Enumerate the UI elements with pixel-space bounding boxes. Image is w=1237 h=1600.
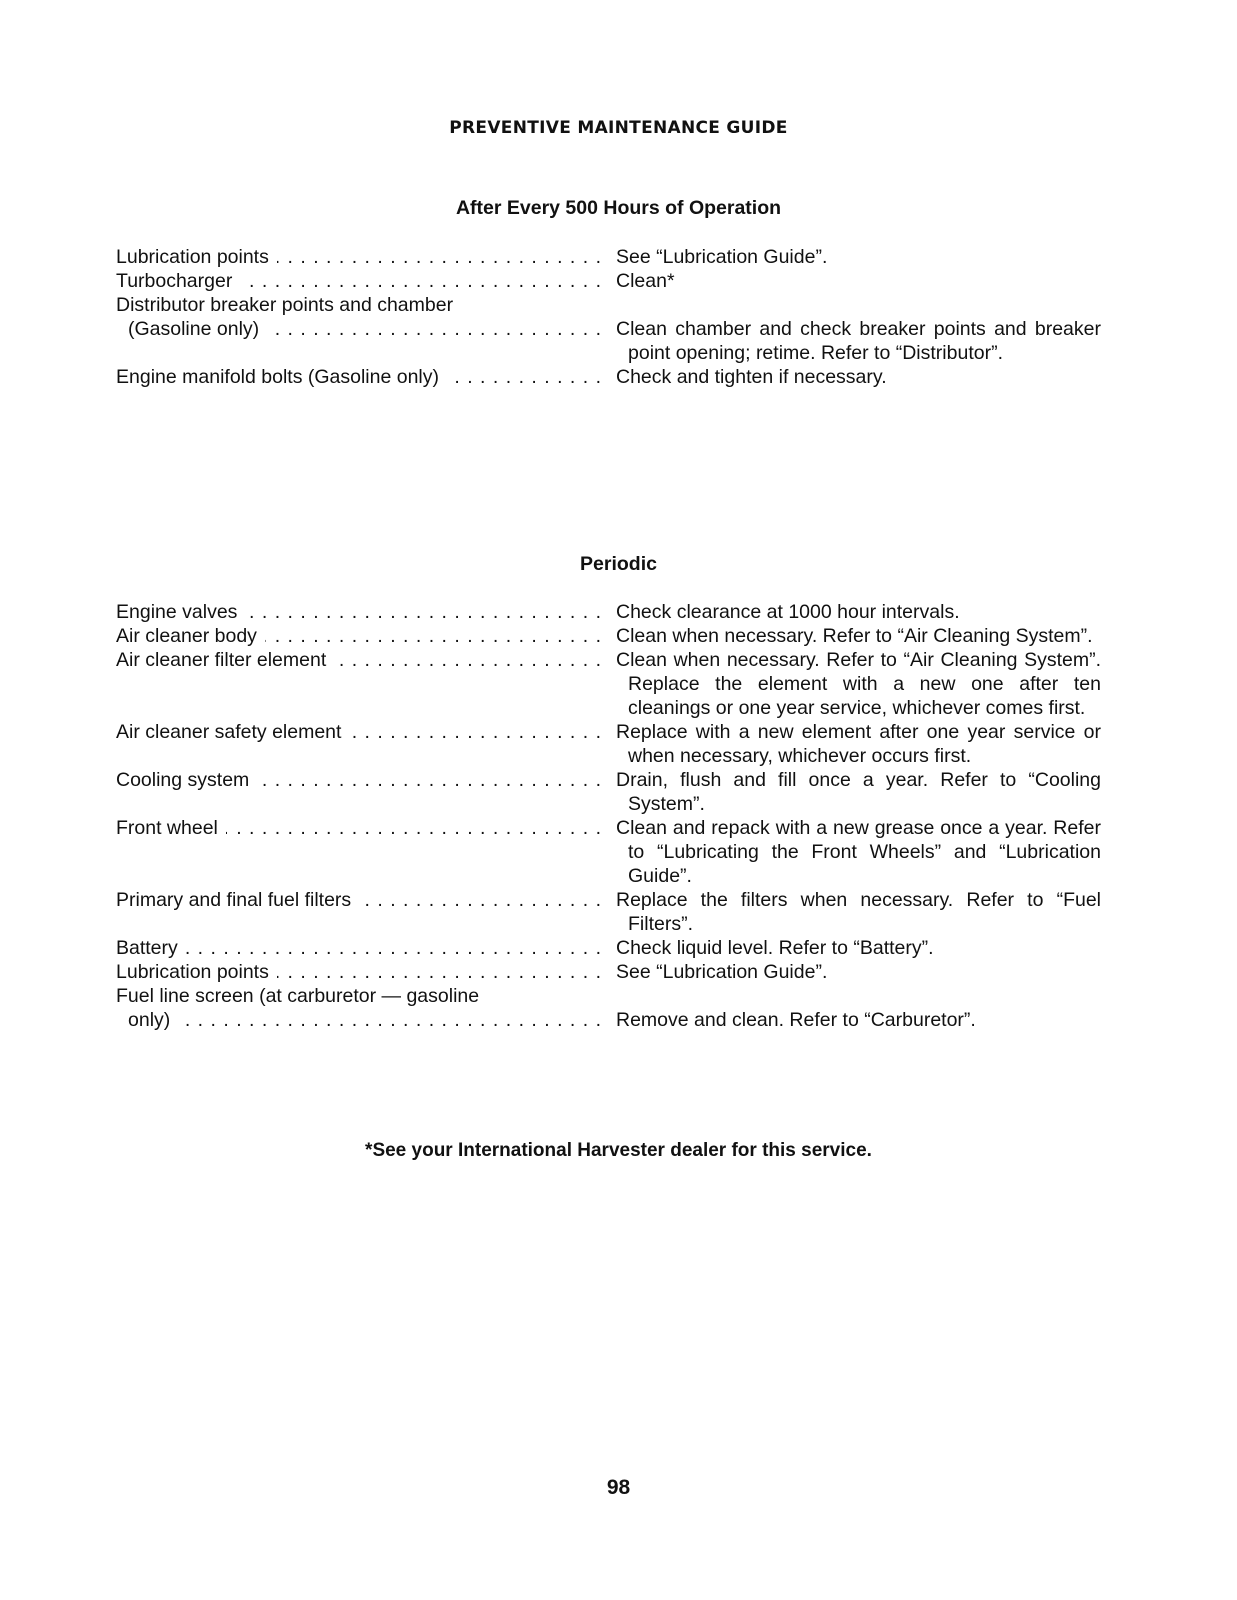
list-item [116,1008,1101,1032]
item-action: Check clearance at 1000 hour intervals. [616,601,960,623]
list-item [116,624,1101,648]
page-number: 98 [606,1476,631,1499]
list-item [116,960,1101,984]
item-label: Air cleaner body [116,625,265,647]
section-heading-500-hours: After Every 500 Hours of Operation [455,197,782,219]
item-label: Air cleaner filter element [116,649,334,671]
list-item [116,648,1101,720]
list-item [116,317,1101,365]
item-action: Check and tighten if necessary. [616,366,887,388]
item-action: See “Lubrication Guide”. [616,246,828,268]
item-action: Drain, flush and fill once a year. Refer to “Cooling System”. [616,769,1101,815]
item-label: Cooling system [116,769,257,791]
item-action: Replace with a new element after one year service or when necessary, whichever occurs first. [616,721,1101,767]
list-item [116,600,1101,624]
list-item [116,984,1101,1008]
item-label: Air cleaner safety element [116,721,349,743]
item-action: Replace the filters when necessary. Refer to “Fuel Filters”. [616,889,1101,935]
item-label: Turbocharger [116,270,240,292]
item-label: only) [116,1009,178,1031]
item-action: See “Lubrication Guide”. [616,961,828,983]
list-item [116,720,1101,768]
footnote: *See your International Harvester dealer for this service. [365,1140,872,1161]
list-item [116,269,1101,293]
section-500-hours-list [116,245,1101,389]
item-action: Clean and repack with a new grease once a year. Refer to “Lubricating the Front Wheels” and “Lubrication Guide”. [616,817,1101,887]
section-periodic-list [116,600,1101,1032]
item-label: Lubrication points [116,246,277,268]
item-label: Fuel line screen (at carburetor — gasoline [116,985,487,1007]
item-action: Clean* [616,270,675,292]
item-action: Clean when necessary. Refer to “Air Cleaning System”. [616,625,1093,647]
item-action: Check liquid level. Refer to “Battery”. [616,937,934,959]
item-label: Battery [116,937,186,959]
item-action: Clean chamber and check breaker points and breaker point opening; retime. Refer to “Distributor”. [616,318,1101,364]
list-item [116,888,1101,936]
item-action: Clean when necessary. Refer to “Air Cleaning System”. Replace the element with a new one after ten cleanings or one year service, whichever comes first. [616,649,1101,719]
item-label: Lubrication points [116,961,277,983]
list-item [116,293,1101,317]
item-label: (Gasoline only) [116,318,267,340]
list-item [116,816,1101,888]
item-action: Remove and clean. Refer to “Carburetor”. [616,1009,976,1031]
item-label: Engine manifold bolts (Gasoline only) [116,366,447,388]
item-label: Primary and final fuel filters [116,889,359,911]
list-item [116,768,1101,816]
list-item [116,365,1101,389]
item-label: Engine valves [116,601,245,623]
item-label: Front wheel [116,817,226,839]
list-item [116,245,1101,269]
page-title: PREVENTIVE MAINTENANCE GUIDE [449,118,788,138]
list-item [116,936,1101,960]
section-heading-periodic: Periodic [580,553,657,575]
item-label: Distributor breaker points and chamber [116,294,461,316]
